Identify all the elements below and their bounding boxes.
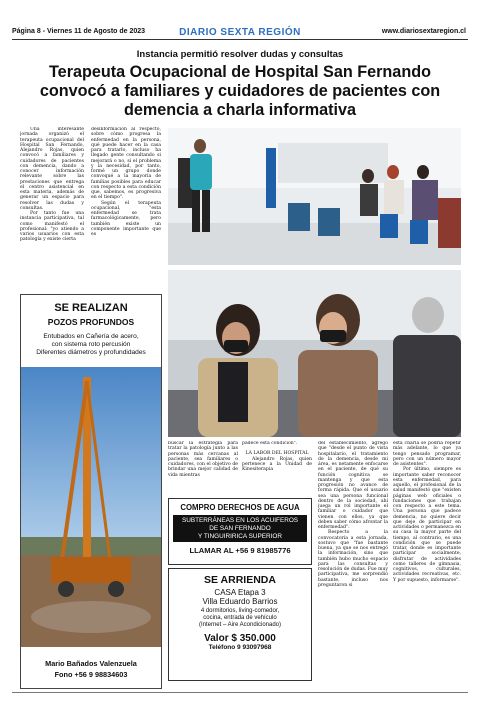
ad-water-rights[interactable] xyxy=(168,498,312,565)
ad-price: Valor $ 350.000 xyxy=(204,632,276,644)
ad-house-rent[interactable] xyxy=(168,568,312,681)
photo-speaker xyxy=(168,128,461,265)
ad-line: Diferentes diámetros y profundidades xyxy=(36,349,146,357)
paragraph: Por último, siempre es importante saber reconocer esta enfermedad, para aquello, el profesional de la salud manifestó que "existen páginas web oficiales o fundaciones que trabajan con respecto a este tema. Una persona que padece demencia, no quiere decir que deje de participar en actividades o permanezca en su casa la mayor parte del tiempo, al contrario, es una condición que se puede tratar, donde es importante participar socialmente, disfrutar de actividades como talleres de gimnasia, cognitivos, culturales, actividades recreativas, etc. Y por supuesto, informarse". xyxy=(393,467,461,583)
paragraph: Según el terapeuta ocupacional, "esta enfermedad se trata farmacológicamente, pero también existe un componente importante que es xyxy=(91,200,161,237)
ad-contact-phone: Fono +56 9 98834603 xyxy=(54,670,128,679)
ad-call: LLAMAR AL +56 9 81985776 xyxy=(189,546,291,556)
footer-divider xyxy=(12,692,468,693)
ad-line: Entubados en Cañería de acero, xyxy=(43,333,139,340)
ad-deep-wells[interactable] xyxy=(20,294,162,689)
ad-line: cocina, entrada de vehículo xyxy=(203,615,277,622)
article-column-5 xyxy=(393,441,461,681)
ad-line: SUBTERRÁNEAS EN LOS ACUIFEROS xyxy=(181,517,299,524)
ad-contact-name: Mario Bañados Valenzuela xyxy=(45,659,137,668)
ad-line: (Internet – Aire Acondicionado) xyxy=(198,622,282,629)
ad-subtitle: POZOS PROFUNDOS xyxy=(47,317,135,327)
ad-dark-banner xyxy=(173,515,307,542)
ad-line: DE SAN FERNANDO xyxy=(209,524,271,532)
ad-line: con sistema roto percusión xyxy=(51,341,131,349)
ad-phone: Teléfono 9 93097968 xyxy=(208,643,272,651)
ad-line: 4 dormitorios, living-comedor, xyxy=(200,608,280,614)
section-subhead: LA LABOR DEL HOSPITAL xyxy=(245,451,309,457)
ad-title: SE REALIZAN xyxy=(54,302,128,314)
paragraph: padece esta condición". xyxy=(242,441,298,446)
website-link[interactable]: www.diariosextaregion.cl xyxy=(381,28,466,35)
paragraph: esta charla se podría repetir más adelante, lo que ya tengo pensado programar, pero con un número mayor de asistentes". xyxy=(393,441,461,467)
paragraph: Respecto a la convocatoria a esta jornada, sostuvo que "fue bastante buena, ya que se nos entregó la información, sino que también hubo mucho espacio para las consultas y resolución de dudas. Fue muy participativa, me sorprendió bastante, incluso nos preguntaron si xyxy=(318,530,388,588)
newspaper-brand: DIARIO SEXTA REGIÓN xyxy=(179,27,301,38)
paragraph: Por tanto fue una instancia participativa, tal como manifestó el profesional: "yo atiendo a varios usuarios con esta patología y existe cierta xyxy=(20,211,84,243)
article-column-3b xyxy=(242,441,312,501)
kicker: Instancia permitió resolver dudas y consultas xyxy=(136,49,344,60)
paragraph: buscar la estrategia para tratar la patología junto a las personas más cercanas al paciente, sea familiares o cuidadores, con el objetivo de brindar una mejor calidad de vida mientras xyxy=(168,441,238,478)
photo-audience xyxy=(168,270,461,437)
paragraph: desinformación al respecto, sobre cómo progresa la enfermedad en la persona, qué puede hacer en la casa para tratarlo, incluso ha llegado gente consultando si mejorará o no, si el problema y la necesidad, por tanto, formé un grupo donde convoqué a la mayoría de familias posibles para educar con respecto a esta condición que, sabemos, es progresiva en el tiempo". xyxy=(91,127,161,201)
ad-line: CASA Etapa 3 xyxy=(214,588,266,597)
ad-line: Villa Eduardo Barrios xyxy=(202,597,278,606)
drilling-rig-photo xyxy=(21,367,161,647)
article-column-4 xyxy=(318,441,388,681)
article-column-2 xyxy=(91,127,161,287)
article-column-1 xyxy=(20,127,84,287)
paragraph: Una interesante jornada organizó el terapeuta ocupacional del Hospital San Fernando, Alejandro Rojas, quien convocó a familiares y cuidadores de pacientes con demencia, dando a conocer información relevante sobre las prestaciones que entrega el centro asistencial en esta materia, además de generar un espacio para resolver las dudas y consultas. xyxy=(20,127,84,211)
header-divider xyxy=(12,39,468,40)
ad-title: COMPRO DERECHOS DE AGUA xyxy=(180,503,300,512)
ad-line: Y TINGUIRIRICA SUPERIOR xyxy=(198,532,282,540)
paragraph: del establecimiento, agregó que "desde el punto de vista hospitalario, el tratamiento de la demencia, desde mi área, es netamente enfocarse en el paciente, de qué su función cognitiva se mantenga y que esta progresión no avance de forma rápida. Que el usuario sea una persona funcional dentro de la sociedad, ahí juega un rol importante el familiar o cuidador que vienen con ellos, ya que deben saber cómo afrontar la enfermedad". xyxy=(318,441,388,530)
paragraph: Alejandro Rojas, quien pertenece a la Unidad de Kinesiterapia xyxy=(242,456,312,472)
ad-title: SE ARRIENDA xyxy=(204,574,276,586)
headline: Terapeuta Ocupacional de Hospital San Fernando convocó a familiares y cuidadores de pacientes con demencia a charla informativa xyxy=(39,63,441,119)
page-date: Página 8 - Viernes 11 de Agosto de 2023 xyxy=(12,28,146,35)
article-column-3a xyxy=(168,441,238,501)
